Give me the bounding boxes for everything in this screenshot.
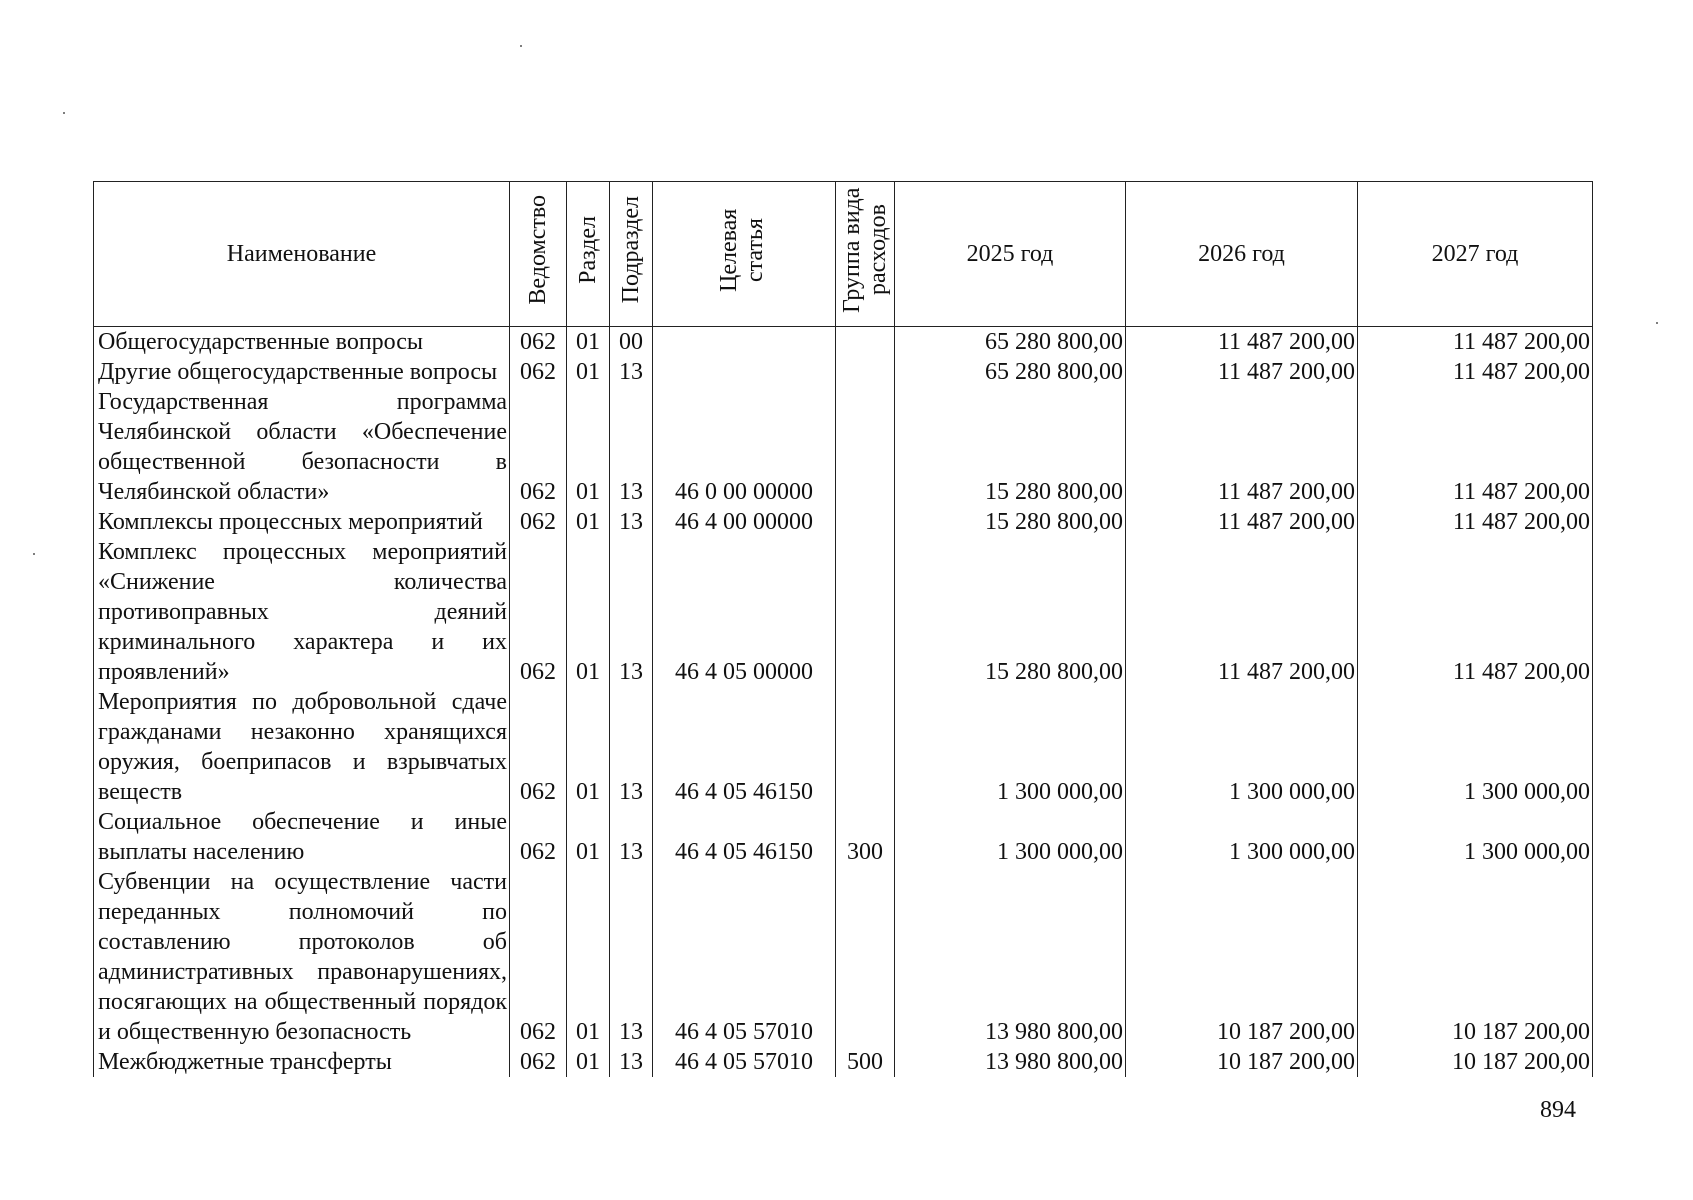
header-name: Наименование [94, 182, 510, 327]
cell-name: Другие общегосударственные вопросы [94, 357, 510, 387]
header-2027: 2027 год [1358, 182, 1593, 327]
header-target-label: Целевая статья [716, 208, 768, 292]
cell-dept: 062 [510, 357, 567, 387]
cell-subsection: 13 [610, 807, 653, 867]
scan-speck [33, 553, 35, 555]
header-section-label: Раздел [575, 216, 601, 284]
cell-2026: 11 487 200,00 [1126, 507, 1358, 537]
cell-section: 01 [567, 327, 610, 358]
header-2026: 2026 год [1126, 182, 1358, 327]
table-row [94, 357, 1593, 387]
cell-2026: 10 187 200,00 [1126, 1047, 1358, 1077]
cell-dept: 062 [510, 807, 567, 867]
cell-dept: 062 [510, 537, 567, 687]
budget-table [93, 181, 1593, 1077]
table-row [94, 1047, 1593, 1077]
cell-name: Субвенции на осуществление части переданных полномочий по составлению протоколов об административных правонарушениях, посягающих на общественный порядок и общественную безопасность [94, 867, 510, 1047]
cell-2025: 1 300 000,00 [895, 807, 1126, 867]
table-row [94, 507, 1593, 537]
cell-exp-group: 500 [836, 1047, 895, 1077]
cell-section: 01 [567, 387, 610, 507]
cell-section: 01 [567, 807, 610, 867]
cell-target [653, 327, 836, 358]
cell-exp-group [836, 507, 895, 537]
cell-2027: 11 487 200,00 [1358, 507, 1593, 537]
scan-speck [520, 45, 522, 47]
cell-subsection: 13 [610, 867, 653, 1047]
cell-2026: 11 487 200,00 [1126, 537, 1358, 687]
cell-subsection: 13 [610, 537, 653, 687]
cell-target [653, 357, 836, 387]
cell-section: 01 [567, 537, 610, 687]
cell-exp-group [836, 537, 895, 687]
header-section [567, 182, 610, 327]
table-row [94, 687, 1593, 807]
header-exp-group-label: Группа вида расходов [839, 187, 891, 313]
cell-exp-group: 300 [836, 807, 895, 867]
cell-2027: 11 487 200,00 [1358, 537, 1593, 687]
table-row [94, 807, 1593, 867]
cell-2027: 11 487 200,00 [1358, 357, 1593, 387]
cell-section: 01 [567, 687, 610, 807]
cell-dept: 062 [510, 507, 567, 537]
cell-2025: 13 980 800,00 [895, 1047, 1126, 1077]
cell-2026: 1 300 000,00 [1126, 807, 1358, 867]
cell-target: 46 4 05 57010 [653, 1047, 836, 1077]
cell-target: 46 4 05 00000 [653, 537, 836, 687]
cell-2027: 11 487 200,00 [1358, 327, 1593, 358]
cell-subsection: 13 [610, 1047, 653, 1077]
cell-subsection: 00 [610, 327, 653, 358]
cell-2026: 11 487 200,00 [1126, 387, 1358, 507]
cell-2025: 15 280 800,00 [895, 387, 1126, 507]
cell-name: Общегосударственные вопросы [94, 327, 510, 358]
page-number: 894 [1540, 1097, 1576, 1123]
cell-dept: 062 [510, 687, 567, 807]
cell-2025: 1 300 000,00 [895, 687, 1126, 807]
cell-exp-group [836, 357, 895, 387]
cell-exp-group [836, 867, 895, 1047]
cell-section: 01 [567, 507, 610, 537]
cell-2025: 65 280 800,00 [895, 327, 1126, 358]
cell-target: 46 4 05 57010 [653, 867, 836, 1047]
cell-dept: 062 [510, 327, 567, 358]
cell-subsection: 13 [610, 357, 653, 387]
cell-subsection: 13 [610, 507, 653, 537]
cell-target: 46 4 00 00000 [653, 507, 836, 537]
cell-section: 01 [567, 867, 610, 1047]
cell-2026: 11 487 200,00 [1126, 327, 1358, 358]
cell-target: 46 4 05 46150 [653, 687, 836, 807]
cell-target: 46 0 00 00000 [653, 387, 836, 507]
cell-2025: 65 280 800,00 [895, 357, 1126, 387]
cell-2027: 1 300 000,00 [1358, 687, 1593, 807]
table-row [94, 327, 1593, 358]
cell-exp-group [836, 687, 895, 807]
header-subsection [610, 182, 653, 327]
header-row [94, 182, 1593, 327]
header-dept [510, 182, 567, 327]
header-subsection-label: Подраздел [618, 196, 644, 304]
cell-2026: 10 187 200,00 [1126, 867, 1358, 1047]
cell-2027: 10 187 200,00 [1358, 867, 1593, 1047]
cell-2027: 1 300 000,00 [1358, 807, 1593, 867]
cell-name: Комплексы процессных мероприятий [94, 507, 510, 537]
cell-2026: 1 300 000,00 [1126, 687, 1358, 807]
header-exp-group [836, 182, 895, 327]
cell-dept: 062 [510, 1047, 567, 1077]
cell-section: 01 [567, 1047, 610, 1077]
cell-name: Государственная программа Челябинской области «Обеспечение общественной безопасности в Челябинской области» [94, 387, 510, 507]
scan-speck [63, 112, 65, 114]
cell-2027: 10 187 200,00 [1358, 1047, 1593, 1077]
cell-2026: 11 487 200,00 [1126, 357, 1358, 387]
cell-name: Мероприятия по добровольной сдаче гражданами незаконно хранящихся оружия, боеприпасов и взрывчатых веществ [94, 687, 510, 807]
cell-section: 01 [567, 357, 610, 387]
budget-table-container [93, 181, 1592, 1077]
table-row [94, 537, 1593, 687]
cell-2025: 15 280 800,00 [895, 507, 1126, 537]
table-row [94, 867, 1593, 1047]
table-body [94, 327, 1593, 1078]
table-row [94, 387, 1593, 507]
cell-dept: 062 [510, 387, 567, 507]
cell-exp-group [836, 387, 895, 507]
cell-2025: 13 980 800,00 [895, 867, 1126, 1047]
scan-speck [1656, 322, 1658, 324]
cell-exp-group [836, 327, 895, 358]
cell-name: Комплекс процессных мероприятий «Снижение количества противоправных деяний криминального характера и их проявлений» [94, 537, 510, 687]
cell-2025: 15 280 800,00 [895, 537, 1126, 687]
header-2025: 2025 год [895, 182, 1126, 327]
cell-dept: 062 [510, 867, 567, 1047]
cell-name: Межбюджетные трансферты [94, 1047, 510, 1077]
cell-name: Социальное обеспечение и иные выплаты населению [94, 807, 510, 867]
header-dept-label: Ведомство [525, 195, 551, 305]
cell-target: 46 4 05 46150 [653, 807, 836, 867]
cell-subsection: 13 [610, 387, 653, 507]
cell-2027: 11 487 200,00 [1358, 387, 1593, 507]
header-target [653, 182, 836, 327]
cell-subsection: 13 [610, 687, 653, 807]
